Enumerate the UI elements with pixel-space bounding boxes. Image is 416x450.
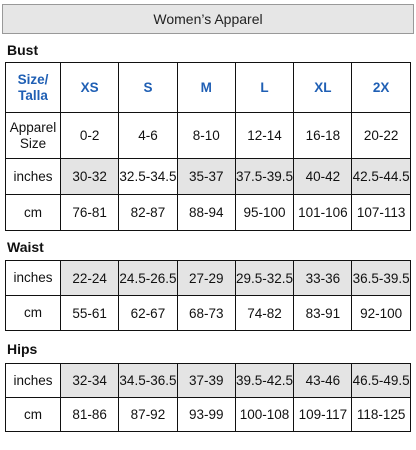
row-label: inches — [6, 159, 61, 195]
table-cell: 20-22 — [352, 113, 410, 159]
apparel-label-line2: Size — [19, 135, 47, 151]
table-cell: 42.5-44.5 — [352, 159, 410, 195]
table-cell: 40-42 — [294, 159, 352, 195]
table-cell: 4-6 — [119, 113, 177, 159]
table-cell: 101-106 — [294, 195, 352, 231]
table-row — [6, 159, 411, 195]
table-cell: 109-117 — [294, 398, 352, 432]
row-label: inches — [6, 364, 61, 398]
table-cell: 81-86 — [61, 398, 119, 432]
table-cell: 36.5-39.5 — [352, 261, 410, 296]
table-cell: 32-34 — [61, 364, 119, 398]
table-cell: 68-73 — [177, 296, 235, 331]
table-row — [6, 296, 411, 331]
table-cell: 92-100 — [352, 296, 410, 331]
table-cell: 8-10 — [177, 113, 235, 159]
size-header-line2: Talla — [18, 87, 48, 103]
waist-size-table — [5, 260, 411, 331]
size-xl: XL — [294, 63, 352, 113]
page-title: Women’s Apparel — [153, 11, 263, 27]
table-cell: 35-37 — [177, 159, 235, 195]
table-cell: 22-24 — [61, 261, 119, 296]
table-cell: 74-82 — [235, 296, 293, 331]
table-cell: 55-61 — [61, 296, 119, 331]
table-cell: 46.5-49.5 — [352, 364, 410, 398]
table-cell: 107-113 — [352, 195, 410, 231]
table-row — [6, 364, 411, 398]
size-l: L — [235, 63, 293, 113]
size-header-line1: Size/ — [17, 71, 49, 87]
table-cell: 16-18 — [294, 113, 352, 159]
table-cell: 93-99 — [177, 398, 235, 432]
apparel-size-row — [6, 113, 411, 159]
apparel-label-line1: Apparel — [9, 119, 57, 135]
table-cell: 118-125 — [352, 398, 410, 432]
row-label: inches — [6, 261, 61, 296]
table-cell: 0-2 — [61, 113, 119, 159]
row-label: cm — [6, 296, 61, 331]
size-xs: XS — [61, 63, 119, 113]
table-cell: 37-39 — [177, 364, 235, 398]
table-cell: 87-92 — [119, 398, 177, 432]
table-cell: 95-100 — [235, 195, 293, 231]
size-2x: 2X — [352, 63, 410, 113]
table-cell: 24.5-26.5 — [119, 261, 177, 296]
table-cell: 37.5-39.5 — [235, 159, 293, 195]
table-cell: 88-94 — [177, 195, 235, 231]
table-cell: 29.5-32.5 — [235, 261, 293, 296]
table-cell: 12-14 — [235, 113, 293, 159]
table-cell: 32.5-34.5 — [119, 159, 177, 195]
size-s: S — [119, 63, 177, 113]
bust-section-title: Bust — [7, 42, 39, 58]
table-cell: 27-29 — [177, 261, 235, 296]
table-cell: 100-108 — [235, 398, 293, 432]
table-cell: 43-46 — [294, 364, 352, 398]
waist-section-title: Waist — [7, 239, 44, 255]
table-cell: 83-91 — [294, 296, 352, 331]
page-title-bar — [2, 4, 414, 34]
row-label: cm — [6, 195, 61, 231]
table-cell: 34.5-36.5 — [119, 364, 177, 398]
apparel-size-label — [6, 113, 61, 159]
table-cell: 33-36 — [294, 261, 352, 296]
table-cell: 39.5-42.5 — [235, 364, 293, 398]
table-cell: 76-81 — [61, 195, 119, 231]
hips-size-table — [5, 363, 411, 432]
size-header-row — [6, 63, 411, 113]
hips-section-title: Hips — [7, 341, 38, 357]
size-talla-header — [6, 63, 61, 113]
size-m: M — [177, 63, 235, 113]
bust-size-table — [5, 62, 411, 231]
table-cell: 30-32 — [61, 159, 119, 195]
table-row — [6, 195, 411, 231]
table-row — [6, 261, 411, 296]
row-label: cm — [6, 398, 61, 432]
table-row — [6, 398, 411, 432]
table-cell: 62-67 — [119, 296, 177, 331]
table-cell: 82-87 — [119, 195, 177, 231]
